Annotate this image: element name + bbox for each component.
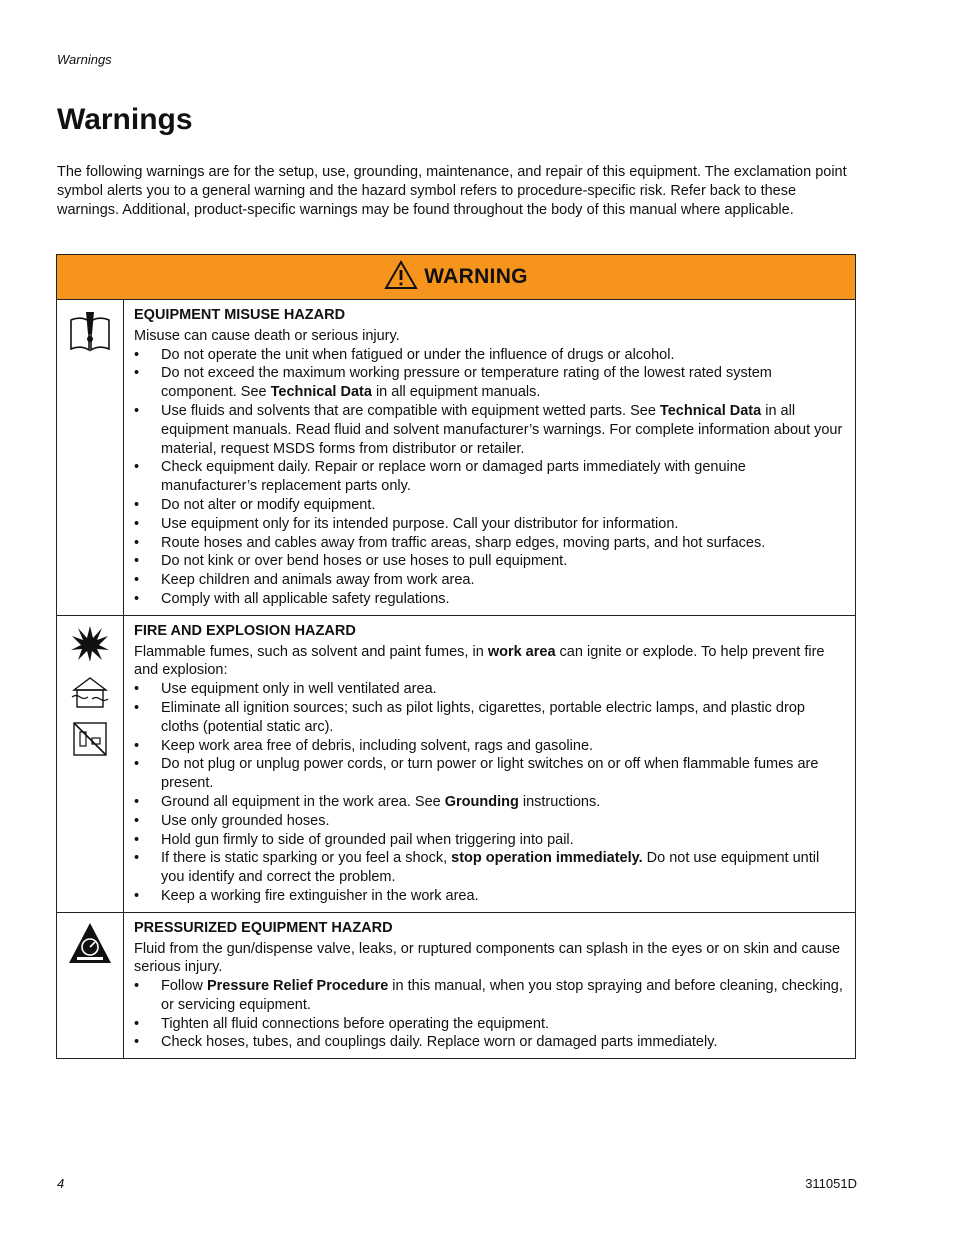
- document-number: 311051D: [805, 1176, 857, 1191]
- bold-reference: Pressure Relief Procedure: [206, 978, 389, 995]
- text-run: Keep work area free of debris, including solvent, rags and gasoline.: [161, 737, 594, 754]
- hazard-row-pressurized-equipment: [57, 913, 855, 1059]
- text-run: Keep a working fire extinguisher in the work area.: [161, 887, 479, 904]
- manual-exclamation-icon: [67, 308, 113, 359]
- page-title: Warnings: [57, 103, 193, 136]
- text-run: Eliminate all ignition sources; such as pilot lights, cigarettes, portable electric lamps, and plastic drop cloths (potential static arc).: [161, 699, 805, 735]
- text-run: Use equipment only for its intended purpose. Call your distributor for information.: [161, 515, 679, 532]
- text-run: Flammable fumes, such as solvent and paint fumes, in: [134, 643, 488, 660]
- warning-header: [57, 255, 855, 300]
- hazard-title: FIRE AND EXPLOSION HAZARD: [134, 622, 356, 639]
- text-run: Use only grounded hoses.: [161, 812, 330, 829]
- text-run: Do not operate the unit when fatigued or under the influence of drugs or alcohol.: [161, 346, 675, 363]
- bullet-item: [134, 737, 845, 756]
- hazard-intro: Misuse can cause death or serious injury.: [134, 327, 400, 344]
- bullet-item: [134, 552, 845, 571]
- text-run: Use fluids and solvents that are compatible with equipment wetted parts. See: [161, 402, 660, 419]
- explosion-icon: [70, 624, 110, 669]
- text-run: Route hoses and cables away from traffic areas, sharp edges, moving parts, and hot surfaces.: [161, 534, 766, 551]
- text-run: Keep children and animals away from work area.: [161, 572, 475, 589]
- text-run: Tighten all fluid connections before operating the equipment.: [161, 1015, 549, 1032]
- hazard-row-equipment-misuse: [57, 300, 855, 616]
- text-run: in all equipment manuals.: [371, 384, 541, 401]
- text-run: Check equipment daily. Repair or replace worn or damaged parts immediately with genuine manufacturer’s replacement parts only.: [161, 459, 746, 495]
- text-run: Hold gun firmly to side of grounded pail when triggering into pail.: [161, 831, 574, 848]
- bullet-item: [134, 680, 845, 699]
- text-run: Do not kink or over bend hoses or use hoses to pull equipment.: [161, 553, 568, 570]
- page-number: 4: [57, 1176, 65, 1191]
- text-run: Do not exceed the maximum working pressure or temperature rating of the lowest rated system component. See: [161, 365, 772, 401]
- bullet-item: [134, 534, 845, 553]
- text-run: If there is static sparking or you feel a shock,: [161, 850, 452, 867]
- bullet-item: [134, 515, 845, 534]
- bullet-item: [134, 977, 845, 1015]
- warning-table: [56, 254, 856, 1059]
- bullet-item: [134, 831, 845, 850]
- text-run: in all equipment manuals. Read fluid and solvent manufacturer’s warnings. For complete information about your material, request MSDS forms from distributor or retailer.: [161, 402, 843, 457]
- text-run: Follow: [161, 978, 207, 995]
- bullet-item: [134, 402, 845, 458]
- bold-reference: Grounding: [444, 793, 519, 810]
- hazard-row-fire-explosion: [57, 616, 855, 913]
- bold-reference: Technical Data: [270, 384, 372, 401]
- running-head: Warnings: [57, 52, 112, 67]
- bullet-item: [134, 887, 845, 906]
- text-run: Check hoses, tubes, and couplings daily. Replace worn or damaged parts immediately.: [161, 1034, 718, 1051]
- bullet-item: [134, 849, 845, 887]
- no-ignition-sources-icon: [70, 720, 110, 763]
- bullet-item: [134, 590, 845, 609]
- bullet-item: [134, 1033, 845, 1052]
- text-run: Do not plug or unplug power cords, or turn power or light switches on or off when flammable fumes are present.: [161, 756, 819, 792]
- hazard-bullets: [134, 680, 845, 906]
- text-run: Do not alter or modify equipment.: [161, 496, 376, 513]
- hazard-title: EQUIPMENT MISUSE HAZARD: [134, 307, 346, 323]
- bullet-item: [134, 571, 845, 590]
- text-run: Ground all equipment in the work area. See: [161, 793, 445, 810]
- ventilation-house-icon: [70, 675, 110, 714]
- warning-header-label: WARNING: [424, 265, 528, 288]
- bold-reference: Technical Data: [659, 402, 762, 419]
- intro-paragraph: The following warnings are for the setup, use, grounding, maintenance, and repair of this equipment. The exclamation point symbol alerts you to a general warning and the hazard symbol refers to procedure-specific risk. Refer back to these warnings. Additional, product-specific warnings may be found throughout the body of this manual where applicable.: [57, 164, 847, 218]
- bullet-item: [134, 458, 845, 496]
- bold-reference: work area: [487, 643, 556, 660]
- text-run: in this manual, when you stop spraying and before cleaning, checking, or servicing equipment.: [161, 978, 843, 1013]
- text-run: instructions.: [518, 793, 601, 810]
- text-run: Comply with all applicable safety regulations.: [161, 590, 450, 607]
- hazard-intro: Fluid from the gun/dispense valve, leaks, or ruptured components can splash in the eyes or on skin and cause serious injury.: [134, 940, 841, 976]
- bullet-item: [134, 496, 845, 515]
- bullet-item: [134, 699, 845, 737]
- text-run: can ignite or explode. To help prevent fire and explosion:: [134, 643, 825, 679]
- pressure-gauge-icon: [67, 921, 113, 970]
- hazard-intro: [134, 643, 845, 681]
- bold-reference: stop operation immediately.: [451, 850, 643, 867]
- bullet-item: [134, 364, 845, 402]
- text-run: Do not use equipment until you identify and correct the problem.: [161, 850, 820, 886]
- hazard-bullets: [134, 977, 845, 1052]
- hazard-bullets: [134, 346, 845, 609]
- warning-triangle-icon: [384, 260, 418, 295]
- text-run: Use equipment only in well ventilated area.: [161, 681, 437, 698]
- bullet-item: [134, 1015, 845, 1034]
- bullet-item: [134, 346, 845, 365]
- bullet-item: [134, 755, 845, 793]
- hazard-title: PRESSURIZED EQUIPMENT HAZARD: [134, 919, 393, 936]
- bullet-item: [134, 793, 845, 812]
- bullet-item: [134, 812, 845, 831]
